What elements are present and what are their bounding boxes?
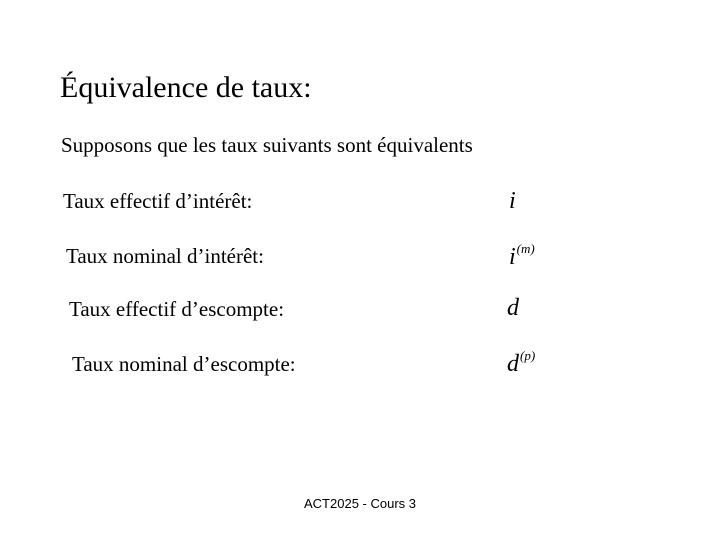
rate-symbol-nominal-interest: $i^{(m)}$ — [509, 241, 535, 270]
footer-course-label: ACT2025 - Cours 3 — [304, 496, 416, 511]
rate-label-effective-interest: Taux effectif d’intérêt: — [63, 189, 253, 213]
rate-symbol-nominal-discount: $d^{(p)}$ — [507, 348, 536, 377]
rate-label-nominal-interest: Taux nominal d’intérêt: — [66, 244, 264, 268]
rate-symbol-effective-interest: i — [509, 188, 516, 214]
intro-text: Supposons que les taux suivants sont équivalents — [61, 133, 473, 157]
slide-title: Équivalence de taux: — [60, 71, 312, 104]
rate-symbol-effective-discount: d — [507, 295, 519, 321]
rate-label-nominal-discount: Taux nominal d’escompte: — [72, 352, 296, 376]
rate-label-effective-discount: Taux effectif d’escompte: — [69, 297, 285, 321]
